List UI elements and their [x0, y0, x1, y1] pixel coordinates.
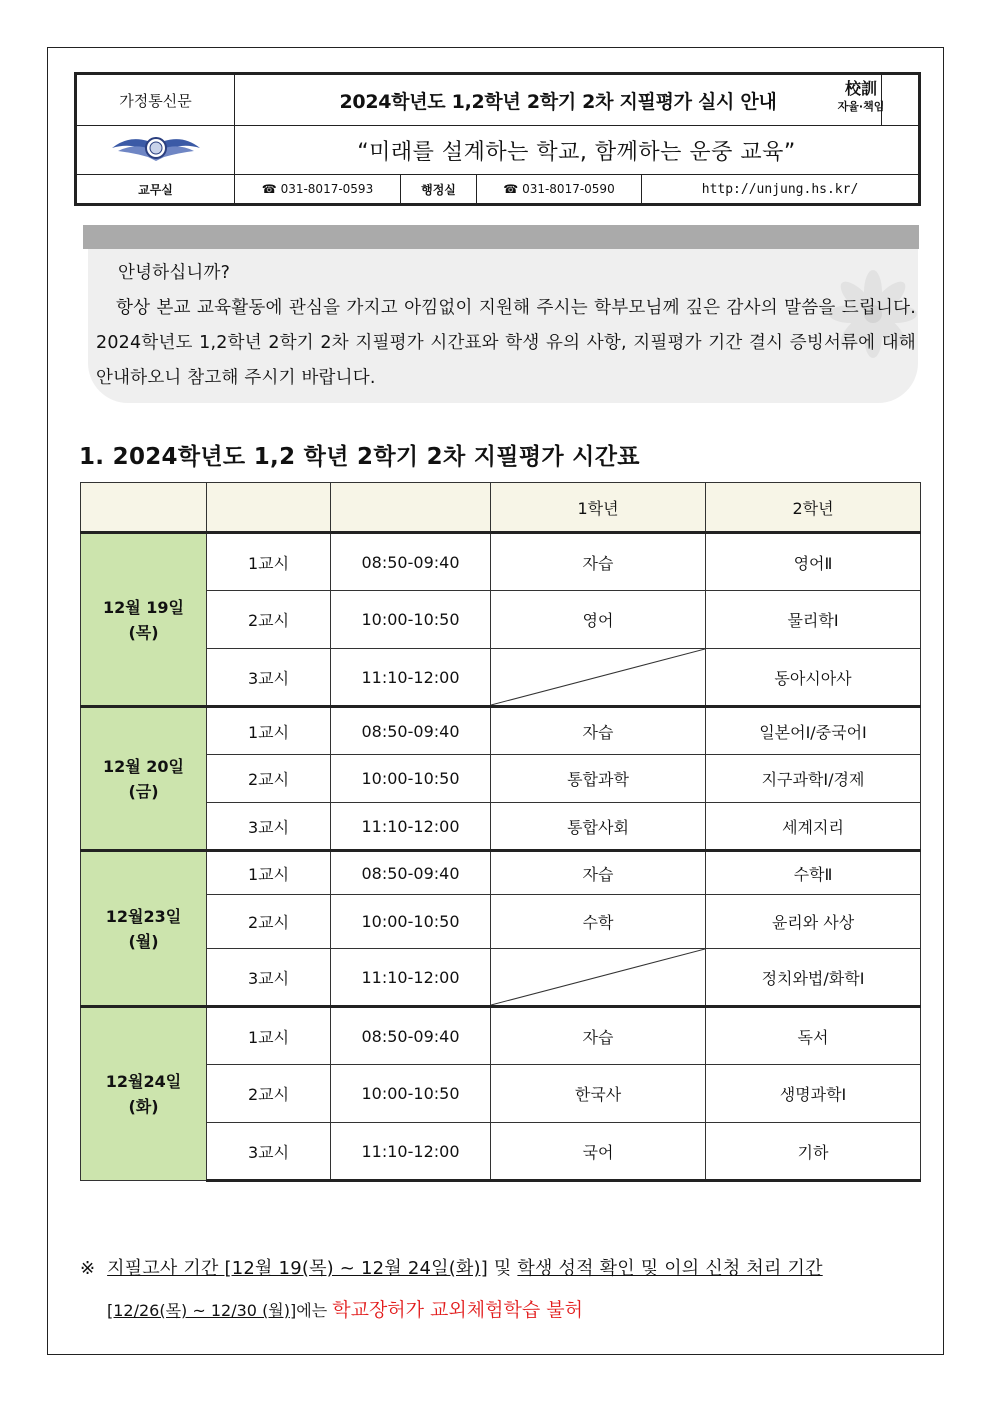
period-cell: 1교시 — [207, 707, 331, 755]
table-header-row — [81, 483, 921, 533]
period-cell: 1교시 — [207, 1007, 331, 1065]
grade2-subject-cell: 생명과학Ⅰ — [706, 1065, 921, 1123]
grade2-subject-cell: 세계지리 — [706, 803, 921, 851]
school-emblem-icon — [108, 131, 204, 165]
grade2-subject-cell: 영어Ⅱ — [706, 533, 921, 591]
time-cell: 10:00-10:50 — [331, 1065, 491, 1123]
grade1-subject-cell: 통합사회 — [491, 803, 706, 851]
time-cell: 11:10-12:00 — [331, 803, 491, 851]
school-slogan: “미래를 설계하는 학교, 함께하는 운중 교육” — [235, 126, 919, 175]
phone-admin — [477, 175, 642, 204]
time-cell: 11:10-12:00 — [331, 1123, 491, 1181]
period-cell: 3교시 — [207, 1123, 331, 1181]
greeting-paragraph: 항상 본교 교육활동에 관심을 가지고 아낌없이 지원해 주시는 학부모님께 깊은 감사의 말씀을 드립니다. 2024학년도 1,2학년 2학기 2차 지필평가 시간표와 학생 유의 사항, 지필평가 기간 결시 증빙서류에 대해 안내하오니 참고해 주시기 바랍니다. — [96, 298, 916, 388]
table-row — [81, 649, 921, 707]
table-row — [81, 851, 921, 895]
notice-appeal-period: 학생 성적 확인 및 이의 신청 처리 기간 — [517, 1258, 823, 1279]
time-cell: 10:00-10:50 — [331, 591, 491, 649]
time-cell: 08:50-09:40 — [331, 533, 491, 591]
exam-weekday: (목) — [128, 622, 159, 642]
phone-number: 031-8017-0593 — [280, 182, 374, 196]
table-row — [81, 707, 921, 755]
notice-appeal-dates: [12/26(목) ~ 12/30 (월)] — [107, 1301, 297, 1320]
motto-title: 校訓 — [844, 79, 877, 98]
notice-restriction: 학교장허가 교외체험학습 불허 — [332, 1299, 583, 1321]
time-cell: 08:50-09:40 — [331, 1007, 491, 1065]
school-logo — [77, 126, 235, 175]
header-cell — [331, 483, 491, 533]
section-title: 1. 2024학년도 1,2 학년 2학기 2차 지필평가 시간표 — [79, 444, 640, 470]
notice-exam-period: 지필고사 기간 [12월 19(목) ~ 12월 24일(화)] — [107, 1258, 488, 1279]
grade1-subject-cell: 자습 — [491, 533, 706, 591]
empty-slot-diagonal — [491, 649, 705, 705]
header-cell — [81, 483, 207, 533]
grade2-subject-cell: 기하 — [706, 1123, 921, 1181]
header-grade1: 1학년 — [491, 483, 706, 533]
grade1-subject-cell — [491, 949, 706, 1007]
exam-weekday: (화) — [128, 1097, 159, 1116]
page-title: 2024학년도 1,2학년 2학기 2차 지필평가 실시 안내 — [235, 75, 882, 126]
motto-value: 자율·책임 — [837, 100, 885, 113]
school-website[interactable]: http://unjung.hs.kr/ — [642, 175, 919, 204]
table-row — [81, 755, 921, 803]
header-cell — [207, 483, 331, 533]
table-row — [81, 895, 921, 949]
table-row — [81, 1123, 921, 1181]
greeting-text — [96, 256, 916, 396]
table-row — [81, 1065, 921, 1123]
grade1-subject-cell — [491, 649, 706, 707]
grade2-subject-cell: 수학Ⅱ — [706, 851, 921, 895]
table-row — [81, 949, 921, 1007]
notice-line — [80, 1254, 823, 1280]
grade1-subject-cell: 국어 — [491, 1123, 706, 1181]
phone-number: 031-8017-0590 — [522, 182, 615, 196]
grade1-subject-cell: 한국사 — [491, 1065, 706, 1123]
notice-text: 에는 — [296, 1301, 333, 1320]
exam-schedule-table — [80, 482, 921, 1182]
office-admin: 행정실 — [401, 175, 477, 204]
table-row — [81, 1007, 921, 1065]
grade2-subject-cell: 물리학Ⅰ — [706, 591, 921, 649]
exam-date: 12월23일 — [105, 906, 182, 926]
empty-slot-diagonal — [491, 949, 705, 1005]
grade1-subject-cell: 자습 — [491, 851, 706, 895]
grade2-subject-cell: 윤리와 사상 — [706, 895, 921, 949]
newsletter-label: 가정통신문 — [77, 75, 235, 126]
grade2-subject-cell: 정치와법/화학Ⅰ — [706, 949, 921, 1007]
period-cell: 2교시 — [207, 755, 331, 803]
greeting-line: 안녕하십니까? — [118, 263, 231, 283]
time-cell: 10:00-10:50 — [331, 755, 491, 803]
period-cell: 1교시 — [207, 851, 331, 895]
exam-date: 12월24일 — [105, 1072, 182, 1091]
grade2-subject-cell: 지구과학Ⅰ/경제 — [706, 755, 921, 803]
time-cell: 08:50-09:40 — [331, 851, 491, 895]
period-cell: 2교시 — [207, 591, 331, 649]
period-cell: 2교시 — [207, 895, 331, 949]
period-cell: 3교시 — [207, 803, 331, 851]
exam-date: 12월 19일 — [102, 597, 184, 617]
exam-date-cell — [81, 1007, 207, 1181]
period-cell: 1교시 — [207, 533, 331, 591]
grade2-subject-cell: 독서 — [706, 1007, 921, 1065]
grade1-subject-cell: 자습 — [491, 707, 706, 755]
header-grade2: 2학년 — [706, 483, 921, 533]
table-row — [81, 591, 921, 649]
time-cell: 11:10-12:00 — [331, 949, 491, 1007]
time-cell: 10:00-10:50 — [331, 895, 491, 949]
exam-weekday: (월) — [128, 931, 159, 951]
phone-icon: ☎ — [503, 182, 519, 196]
phone-icon: ☎ — [261, 182, 277, 196]
period-cell: 3교시 — [207, 649, 331, 707]
grade1-subject-cell: 통합과학 — [491, 755, 706, 803]
period-cell: 2교시 — [207, 1065, 331, 1123]
table-row — [81, 533, 921, 591]
grade2-subject-cell: 일본어Ⅰ/중국어Ⅰ — [706, 707, 921, 755]
notice-text: 및 — [487, 1258, 518, 1279]
notice-line-2 — [107, 1295, 583, 1322]
notice-mark: ※ — [80, 1258, 96, 1279]
grade1-subject-cell: 영어 — [491, 591, 706, 649]
exam-date-cell — [81, 851, 207, 1007]
exam-date-cell — [81, 533, 207, 707]
exam-date-cell — [81, 707, 207, 851]
greeting-bar — [83, 225, 919, 249]
table-row — [81, 803, 921, 851]
time-cell: 08:50-09:40 — [331, 707, 491, 755]
office-academic: 교무실 — [77, 175, 235, 204]
phone-academic — [235, 175, 401, 204]
grade2-subject-cell: 동아시아사 — [706, 649, 921, 707]
exam-date: 12월 20일 — [102, 756, 184, 776]
newsletter-header — [76, 74, 919, 204]
grade1-subject-cell: 자습 — [491, 1007, 706, 1065]
period-cell: 3교시 — [207, 949, 331, 1007]
time-cell: 11:10-12:00 — [331, 649, 491, 707]
motto-box — [805, 75, 917, 125]
exam-weekday: (금) — [128, 781, 159, 801]
grade1-subject-cell: 수학 — [491, 895, 706, 949]
